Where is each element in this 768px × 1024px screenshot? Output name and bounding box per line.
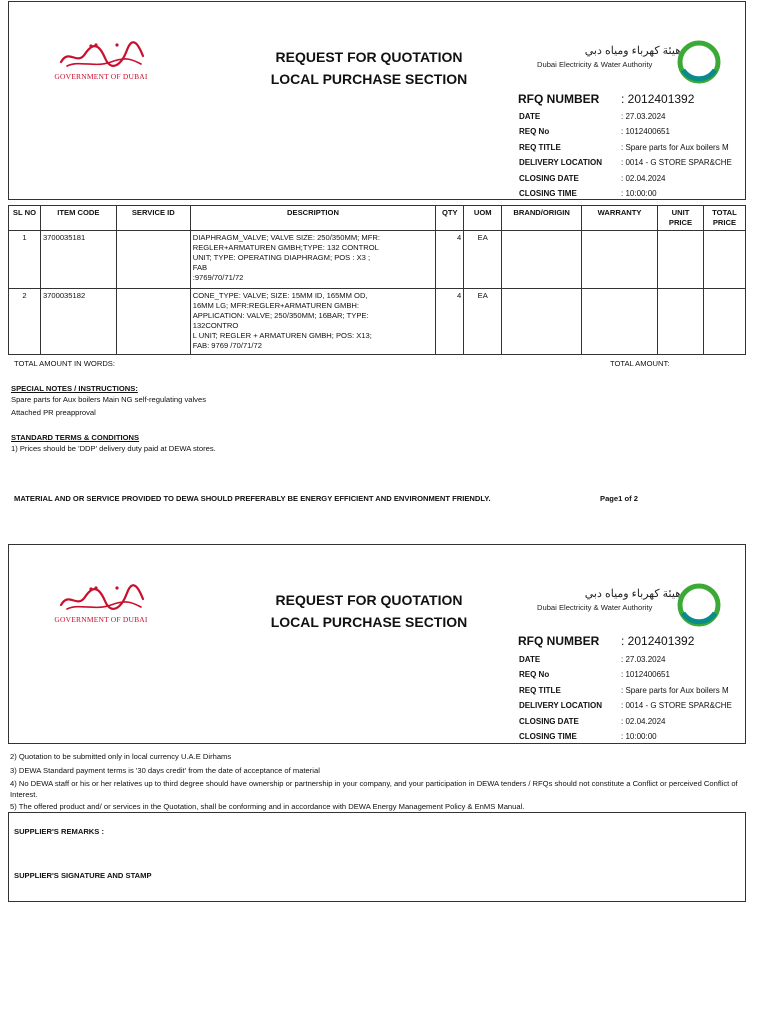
cell-service-id xyxy=(116,231,190,289)
cell-warranty xyxy=(582,231,658,289)
cell-qty: 4 xyxy=(436,231,464,289)
special-notes-heading: SPECIAL NOTES / INSTRUCTIONS: xyxy=(11,384,138,393)
col-item-code: ITEM CODE xyxy=(40,206,116,231)
dewa-ring-icon xyxy=(675,38,723,86)
col-total-price: TOTAL PRICE xyxy=(703,206,745,231)
field-req-no: REQ No : 1012400651 xyxy=(519,670,670,680)
rfq-number-value: : 2012401392 xyxy=(621,92,695,106)
col-warranty: WARRANTY xyxy=(582,206,658,231)
field-closing-time: CLOSING TIME : 10:00:00 xyxy=(519,731,657,741)
rfq-header-page1 xyxy=(8,1,746,200)
col-brand-origin: BRAND/ORIGIN xyxy=(502,206,582,231)
field-req-no: REQ No : 1012400651 xyxy=(519,127,670,137)
field-closing-time: CLOSING TIME : 10:00:00 xyxy=(519,188,657,198)
dewa-logo-arabic: هيئة كهرباء ومياه دبي xyxy=(584,588,681,600)
dewa-logo-english: Dubai Electricity & Water Authority xyxy=(537,603,653,612)
gov-logo-english: GOVERNMENT OF DUBAI xyxy=(54,615,148,624)
field-delivery-location: DELIVERY LOCATION : 0014 - G STORE SPAR&CHE xyxy=(519,701,732,711)
terms-line-1: 1) Prices should be 'DDP' delivery duty paid at DEWA stores. xyxy=(11,444,216,453)
special-note-line-2: Attached PR preapproval xyxy=(11,408,96,417)
field-req-title: REQ TITLE : Spare parts for Aux boilers M xyxy=(519,142,729,152)
government-of-dubai-logo xyxy=(51,583,151,624)
cell-uom: EA xyxy=(464,231,502,289)
page-number: Page1 of 2 xyxy=(600,494,638,503)
cell-warranty xyxy=(582,289,658,355)
gov-calligraphy-icon xyxy=(55,583,147,613)
col-qty: QTY xyxy=(436,206,464,231)
rfq-header-page2 xyxy=(8,544,746,744)
cell-uom: EA xyxy=(464,289,502,355)
col-sl-no: SL NO xyxy=(9,206,41,231)
dewa-ring-icon xyxy=(675,581,723,629)
document-title xyxy=(269,46,469,90)
cell-item-code: 3700035181 xyxy=(40,231,116,289)
terms-heading: STANDARD TERMS & CONDITIONS xyxy=(11,433,140,442)
col-service-id: SERVICE ID xyxy=(116,206,190,231)
total-amount-words-label: TOTAL AMOUNT IN WORDS: xyxy=(14,359,115,368)
terms-line-2: 2) Quotation to be submitted only in local currency U.A.E Dirhams xyxy=(10,752,232,761)
col-description: DESCRIPTION xyxy=(190,206,436,231)
dewa-logo xyxy=(535,42,725,86)
cell-unit-price xyxy=(658,289,704,355)
cell-item-code: 3700035182 xyxy=(40,289,116,355)
total-amount-label: TOTAL AMOUNT: xyxy=(610,359,670,368)
table-header-row xyxy=(9,206,746,231)
rfq-meta-fields xyxy=(519,112,745,204)
field-date: DATE : 27.03.2024 xyxy=(519,655,666,664)
supplier-remarks-box xyxy=(8,812,746,902)
field-req-title: REQ TITLE : Spare parts for Aux boilers M xyxy=(519,685,729,695)
cell-description: DIAPHRAGM_VALVE; VALVE SIZE: 250/350MM; MFR: REGLER+ARMATUREN GMBH;TYPE: 132 CONTROL UNIT; TYPE: OPERATING DIAPHRAGM; POS : X3 ; FAB :9769/70/71/72 xyxy=(190,231,436,289)
supplier-signature-label: SUPPLIER'S SIGNATURE AND STAMP xyxy=(14,871,152,880)
table-row xyxy=(9,231,746,289)
dewa-logo xyxy=(535,585,725,629)
government-of-dubai-logo xyxy=(51,40,151,81)
col-unit-price: UNIT PRICE xyxy=(658,206,704,231)
title-line-2: LOCAL PURCHASE SECTION xyxy=(270,614,468,630)
gov-logo-english: GOVERNMENT OF DUBAI xyxy=(54,72,148,81)
field-closing-date: CLOSING DATE : 02.04.2024 xyxy=(519,716,666,726)
supplier-remarks-label: SUPPLIER'S REMARKS : xyxy=(14,827,104,836)
cell-description: CONE_TYPE: VALVE; SIZE: 15MM ID, 165MM OD, 16MM LG; MFR:REGLER+ARMATUREN GMBH: APPLICATION: VALVE; 250/350MM; 16BAR; TYPE: 132CONTRO L UNIT; REGLER + ARMATUREN GMBH; POS: X13; FAB: 9769 /70/71/72 xyxy=(190,289,436,355)
document-title xyxy=(269,589,469,633)
dewa-logo-arabic: هيئة كهرباء ومياه دبي xyxy=(584,45,681,57)
field-closing-date: CLOSING DATE : 02.04.2024 xyxy=(519,173,666,183)
gov-calligraphy-icon xyxy=(55,40,147,70)
rfq-number-label: RFQ NUMBER xyxy=(518,92,600,106)
cell-brand xyxy=(502,231,582,289)
col-uom: UOM xyxy=(464,206,502,231)
rfq-number-value: : 2012401392 xyxy=(621,634,695,648)
terms-line-5: 5) The offered product and/ or services in the Quotation, shall be conforming and in accordance with DEWA Energy Management Policy & EnMS Manual. xyxy=(10,802,525,811)
cell-qty: 4 xyxy=(436,289,464,355)
cell-service-id xyxy=(116,289,190,355)
title-line-2: LOCAL PURCHASE SECTION xyxy=(270,71,468,87)
special-note-line-1: Spare parts for Aux boilers Main NG self-regulating valves xyxy=(11,395,206,404)
cell-total-price xyxy=(703,289,745,355)
energy-efficiency-note: MATERIAL AND OR SERVICE PROVIDED TO DEWA SHOULD PREFERABLY BE ENERGY EFFICIENT AND ENVIRONMENT FRIENDLY. xyxy=(14,494,491,503)
field-delivery-location: DELIVERY LOCATION : 0014 - G STORE SPAR&CHE xyxy=(519,158,732,168)
rfq-number-label: RFQ NUMBER xyxy=(518,634,600,648)
cell-brand xyxy=(502,289,582,355)
dewa-logo-english: Dubai Electricity & Water Authority xyxy=(537,60,653,69)
terms-line-3: 3) DEWA Standard payment terms is '30 days credit' from the date of acceptance of material xyxy=(10,766,320,775)
cell-total-price xyxy=(703,231,745,289)
title-line-1: REQUEST FOR QUOTATION xyxy=(275,49,463,65)
cell-unit-price xyxy=(658,231,704,289)
table-row xyxy=(9,289,746,355)
terms-line-4: 4) No DEWA staff or his or her relatives up to third degree should have ownership or partnership in your company, and your participation in DEWA tenders / RFQs should not constitute a Conflict or perceived Conflict of Interest. xyxy=(10,779,738,799)
items-table xyxy=(8,205,746,355)
field-date: DATE : 27.03.2024 xyxy=(519,112,666,121)
rfq-meta-fields xyxy=(519,655,745,747)
cell-sl: 2 xyxy=(9,289,41,355)
cell-sl: 1 xyxy=(9,231,41,289)
title-line-1: REQUEST FOR QUOTATION xyxy=(275,592,463,608)
